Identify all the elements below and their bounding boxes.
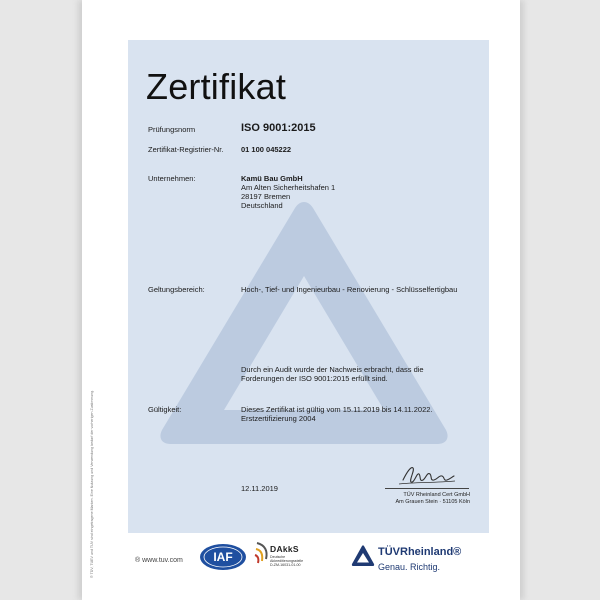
dakks-subtitle — [270, 555, 303, 567]
tuv-triangle-icon — [351, 545, 375, 567]
validity-line: Dieses Zertifikat ist gültig vom 15.11.2019 bis 14.11.2022. — [241, 405, 433, 414]
validity-block — [241, 405, 433, 423]
validity-label: Gültigkeit: — [148, 405, 182, 414]
company-street: Am Alten Sicherheitshafen 1 — [241, 183, 336, 192]
issuer-block — [388, 492, 470, 506]
iaf-logo — [199, 543, 247, 571]
registry-label: Zertifikat-Registrier-Nr. — [148, 145, 224, 154]
audit-statement — [241, 365, 424, 383]
signature-line — [385, 488, 469, 489]
first-certification: Erstzertifizierung 2004 — [241, 414, 316, 423]
issue-date: 12.11.2019 — [241, 484, 278, 493]
dakks-logo-mark — [254, 541, 270, 565]
company-block — [241, 174, 335, 210]
signature — [397, 462, 457, 488]
tuv-tagline: Genau. Richtig. — [378, 562, 441, 572]
dakks-sub-line: Deutsche — [270, 555, 286, 559]
company-label: Unternehmen: — [148, 174, 196, 183]
tuv-rheinland-name: TÜVRheinland® — [378, 546, 462, 558]
registry-value: 01 100 045222 — [241, 145, 292, 154]
iaf-text: IAF — [213, 550, 233, 564]
dakks-sub-line: Akkreditierungsstelle — [270, 559, 304, 563]
audit-line: Durch ein Audit wurde der Nachweis erbracht, dass die — [241, 365, 424, 374]
certificate-title: Zertifikat — [146, 66, 287, 107]
company-country: Deutschland — [241, 201, 283, 210]
company-name: Kamü Bau GmbH — [241, 174, 303, 183]
issuer-address: Am Grauen Stein · 51105 Köln — [395, 499, 470, 505]
standard-value: ISO 9001:2015 — [241, 122, 316, 134]
dakks-title: DAkkS — [270, 544, 299, 554]
audit-line: Forderungen der ISO 9001:2015 erfüllt sind. — [241, 374, 388, 383]
company-city: 28197 Bremen — [241, 192, 291, 201]
scope-value: Hoch-, Tief- und Ingenieurbau - Renovierung - Schlüsselfertigbau — [241, 285, 458, 294]
dakks-sub-line: D-ZM-16031-01-00 — [270, 563, 301, 567]
scope-label: Geltungsbereich: — [148, 285, 205, 294]
issuer-name: TÜV Rheinland Cert GmbH — [403, 492, 470, 498]
trademark-notice: ® TÜV, TUEV und TUV sind eingetragene Marken. Eine Nutzung und Verwendung bedarf der vorherigen Zustimmung. — [90, 389, 94, 578]
website-url: ® www.tuv.com — [135, 557, 183, 564]
standard-label: Prüfungsnorm — [148, 125, 196, 134]
